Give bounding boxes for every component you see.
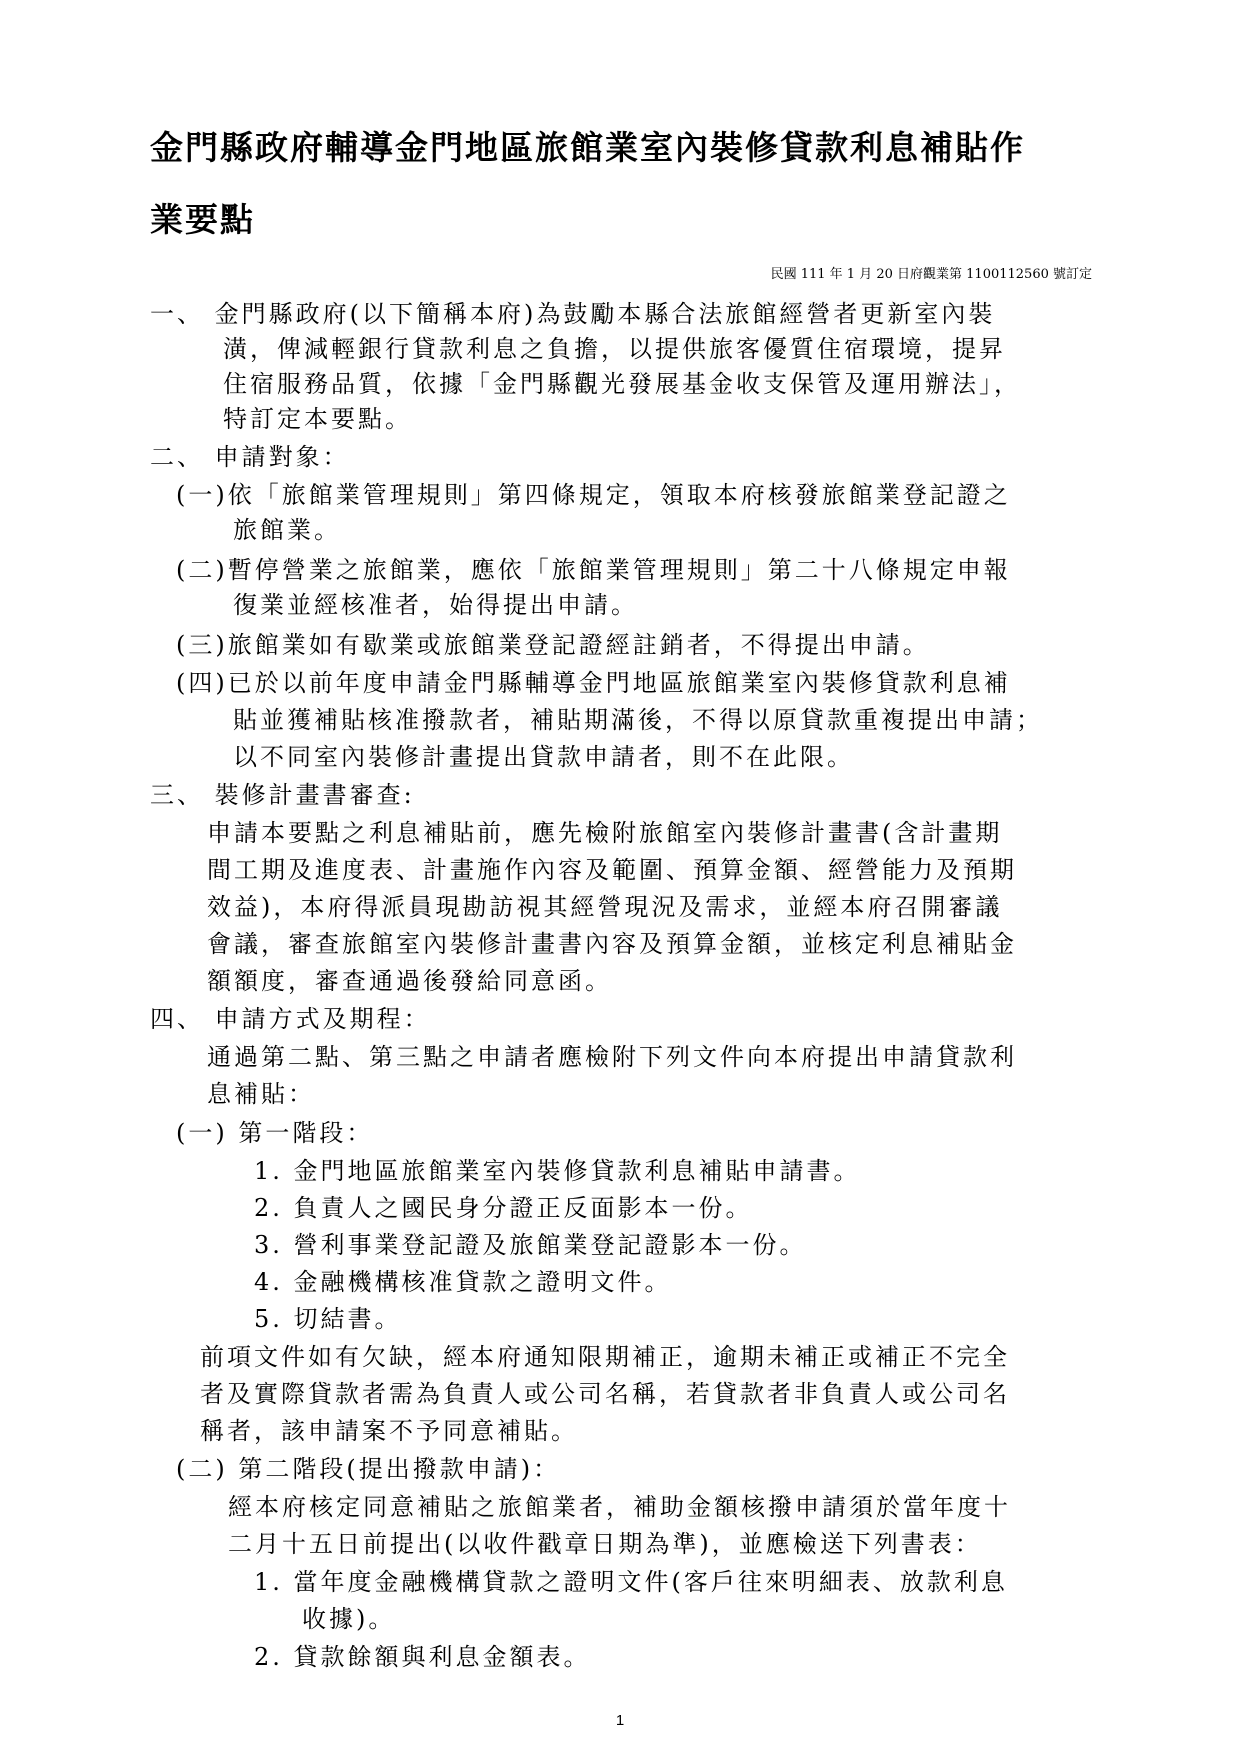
stage-1-note-line: 前項文件如有欠缺，經本府通知限期補正，逾期未補正或補正不完全 xyxy=(200,1343,1010,1371)
enactment-note: 民國 111 年 1 月 20 日府觀業第 1100112560 號訂定 xyxy=(770,267,1092,282)
stage-2-line: 經本府核定同意補貼之旅館業者，補助金額核撥申請須於當年度十 xyxy=(228,1493,1011,1521)
article-2-item-line: (三)旅館業如有歇業或旅館業登記證經註銷者，不得提出申請。 xyxy=(176,631,930,659)
article-2-item-line: 以不同室內裝修計畫提出貸款申請者，則不在此限。 xyxy=(233,743,854,771)
article-2-item-line: (二)暫停營業之旅館業，應依「旅館業管理規則」第二十八條規定申報 xyxy=(176,556,1011,584)
stage-1-list-item: 3. 營利事業登記證及旅館業登記證影本一份。 xyxy=(254,1231,807,1259)
article-4-line: 通過第二點、第三點之申請者應檢附下列文件向本府提出申請貸款利 xyxy=(207,1043,1017,1071)
article-1-line: 住宿服務品質，依據「金門縣觀光發展基金收支保管及運用辦法」， xyxy=(223,370,1021,398)
stage-2-line: 二月十五日前提出(以收件戳章日期為準)，並應檢送下列書表： xyxy=(228,1530,982,1558)
article-4-stage-1-heading: (一) 第一階段： xyxy=(176,1119,374,1147)
article-1-line: 一、 金門縣政府(以下簡稱本府)為鼓勵本縣合法旅館經營者更新室內裝 xyxy=(150,300,996,328)
article-3-line: 會議，審查旅館室內裝修計畫書內容及預算金額，並核定利息補貼金 xyxy=(207,930,1017,958)
stage-2-list-item: 1. 當年度金融機構貸款之證明文件(客戶往來明細表、放款利息 xyxy=(254,1568,1008,1596)
article-2-item-line: 旅館業。 xyxy=(233,516,341,544)
article-1-line: 潢，俾減輕銀行貸款利息之負擔，以提供旅客優質住宿環境，提昇 xyxy=(223,335,1006,363)
article-2-heading: 二、 申請對象： xyxy=(150,443,350,471)
stage-1-note-line: 稱者，該申請案不予同意補貼。 xyxy=(200,1417,578,1445)
article-3-line: 效益)，本府得派員現勘訪視其經營現況及需求，並經本府召開審議 xyxy=(207,893,1003,921)
article-2-item-line: (一)依「旅館業管理規則」第四條規定，領取本府核發旅館業登記證之 xyxy=(176,481,1011,509)
stage-2-list-item: 2. 貸款餘額與利息金額表。 xyxy=(254,1643,591,1671)
stage-1-list-item: 5. 切結書。 xyxy=(254,1305,402,1333)
article-2-item-line: (四)已於以前年度申請金門縣輔導金門地區旅館業室內裝修貸款利息補 xyxy=(176,669,1011,697)
article-4-heading: 四、 申請方式及期程： xyxy=(150,1005,431,1033)
stage-2-list-item: 收據)。 xyxy=(302,1605,396,1633)
article-3-line: 額額度，審查通過後發給同意函。 xyxy=(207,967,612,995)
stage-1-list-item: 2. 負責人之國民身分證正反面影本一份。 xyxy=(254,1194,753,1222)
article-1-line: 特訂定本要點。 xyxy=(223,405,412,433)
stage-1-list-item: 4. 金融機構核准貸款之證明文件。 xyxy=(254,1268,672,1296)
article-3-line: 申請本要點之利息補貼前，應先檢附旅館室內裝修計畫書(含計畫期 xyxy=(207,819,1003,847)
page-number: 1 xyxy=(615,1712,625,1729)
document-title-line-2: 業要點 xyxy=(150,200,255,239)
article-3-heading: 三、 裝修計畫書審查: xyxy=(150,781,415,809)
article-4-line: 息補貼： xyxy=(207,1080,315,1108)
document-title-line-1: 金門縣政府輔導金門地區旅館業室內裝修貸款利息補貼作 xyxy=(150,128,1025,167)
article-3-line: 間工期及進度表、計畫施作內容及範圍、預算金額、經營能力及預期 xyxy=(207,856,1017,884)
stage-1-list-item: 1. 金門地區旅館業室內裝修貸款利息補貼申請書。 xyxy=(254,1157,861,1185)
article-4-stage-2-heading: (二) 第二階段(提出撥款申請)： xyxy=(176,1455,561,1483)
stage-1-note-line: 者及實際貸款者需為負責人或公司名稱，若貸款者非負責人或公司名 xyxy=(200,1380,1010,1408)
article-2-item-line: 貼並獲補貼核准撥款者，補貼期滿後，不得以原貸款重複提出申請； xyxy=(233,706,1043,734)
article-2-item-line: 復業並經核准者，始得提出申請。 xyxy=(233,591,638,619)
